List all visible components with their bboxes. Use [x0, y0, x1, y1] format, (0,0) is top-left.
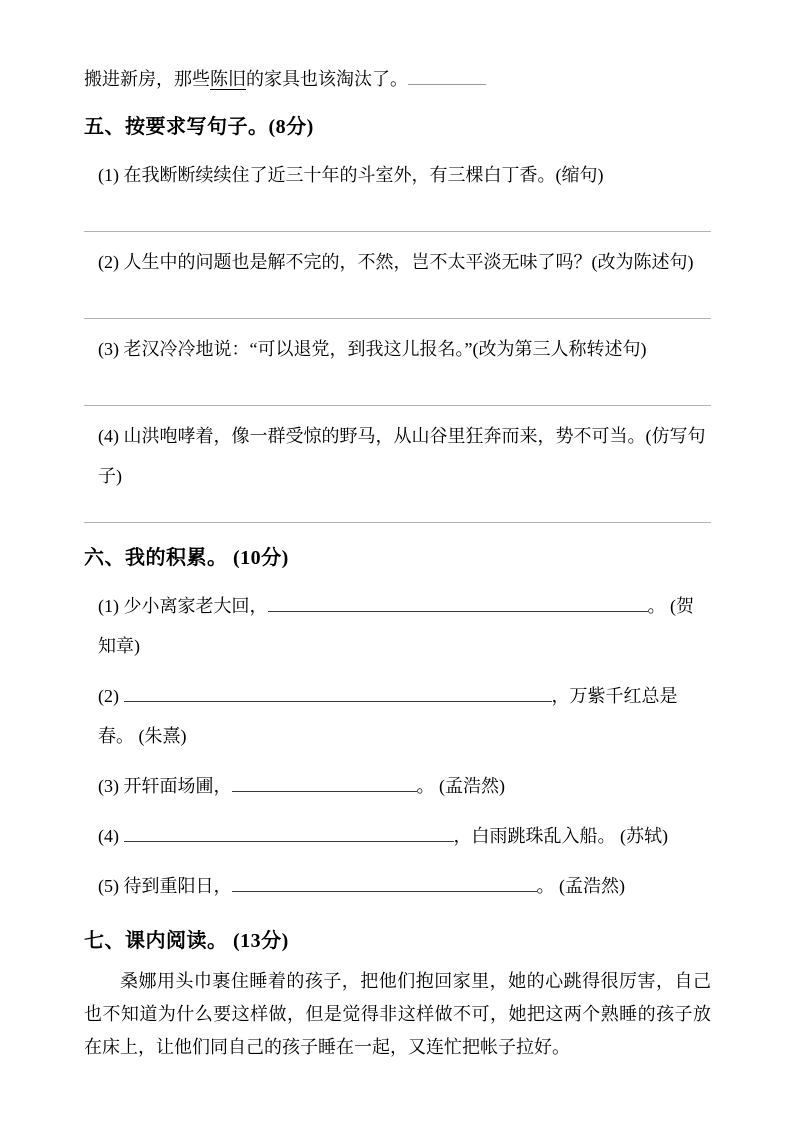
intro-answer-blank: [408, 66, 486, 85]
item-text-before: (5) 待到重阳日，: [98, 876, 232, 896]
section-six-item-3: [98, 766, 711, 806]
section-five-heading: 五、按要求写句子。(8分): [84, 116, 314, 138]
section-five-question-4: (4) 山洪咆哮着，像一群受惊的野马，从山谷里狂奔而来，势不可当。(仿写句子): [98, 426, 706, 486]
section-five-question-1: (1) 在我断断续续住了近三十年的斗室外，有三棵白丁香。(缩句): [98, 165, 604, 185]
answer-line-4: [84, 522, 711, 523]
answer-line-1: [84, 231, 711, 232]
answer-blank: [124, 823, 454, 842]
section-five-question-3: (3) 老汉冷冷地说：“可以退党，到我这儿报名。”(改为第三人称转述句): [98, 339, 647, 359]
item-text-after: ，白雨跳珠乱入船。 (苏轼): [453, 826, 668, 846]
item-text-after: 。 (孟浩然): [536, 876, 625, 896]
item-text-before: (3) 开轩面场圃，: [98, 776, 232, 796]
section-six-item-5: [98, 866, 711, 906]
intro-underlined-word: 陈旧: [210, 69, 246, 89]
section-six-item-1: [98, 586, 711, 666]
reading-passage: 桑娜用头巾裹住睡着的孩子，把他们抱回家里，她的心跳得很厉害，自己也不知道为什么要这样做，但是觉得非这样做不可，她把这两个熟睡的孩子放在床上，让他们同自己的孩子睡在一起，又连忙把帐子拉好。: [84, 971, 711, 1057]
item-text-before: (4): [98, 826, 124, 846]
intro-sentence: [84, 66, 711, 92]
section-six-heading: 六、我的积累。 (10分): [84, 547, 289, 569]
section-six-item-4: [98, 816, 711, 856]
answer-line-2: [84, 318, 711, 319]
answer-blank: [268, 593, 648, 612]
item-text-after: ，万紫千红总是春。 (朱熹): [98, 686, 678, 746]
section-five-question-2: (2) 人生中的问题也是解不完的，不然，岂不太平淡无味了吗？(改为陈述句): [98, 252, 694, 272]
item-text-after: 。 (贺知章): [98, 596, 694, 656]
answer-line-3: [84, 405, 711, 406]
section-six-item-2: [98, 676, 711, 756]
section-seven-heading: 七、课内阅读。 (13分): [84, 930, 289, 952]
answer-blank: [124, 683, 552, 702]
answer-blank: [232, 873, 537, 892]
answer-blank: [232, 773, 417, 792]
item-text-after: 。 (孟浩然): [416, 776, 505, 796]
item-text-before: (1) 少小离家老大回，: [98, 596, 268, 616]
item-text-before: (2): [98, 686, 124, 706]
intro-text-before: 搬进新房，那些: [84, 69, 210, 89]
intro-text-after: 的家具也该淘汰了。: [246, 69, 408, 89]
